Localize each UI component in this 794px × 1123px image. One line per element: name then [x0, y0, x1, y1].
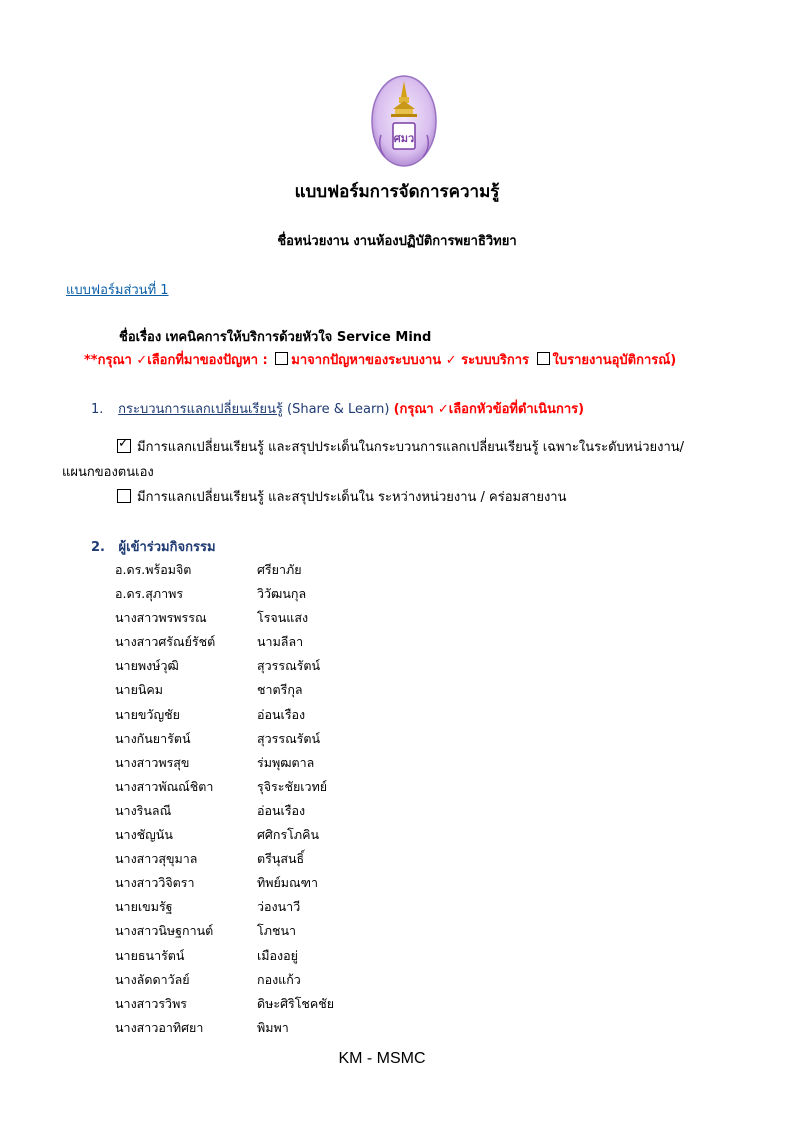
participant-first-name: นางสาวอาทิศยา — [115, 1019, 204, 1035]
section-1-note-prefix: (กรุณา — [393, 402, 434, 417]
option-service-system: ระบบบริการ — [461, 353, 530, 368]
participant-first-name: นางสาวนิษฐกานต์ — [115, 923, 214, 939]
problem-source-line — [84, 349, 676, 370]
participant-first-name: นางสาวรวิพร — [115, 995, 188, 1011]
participant-last-name: ศรียาภัย — [257, 562, 302, 577]
checkbox-system-problem[interactable] — [275, 352, 288, 365]
problem-source-select: เลือกที่มาของปัญหา : — [147, 353, 268, 368]
participant-first-name: นางชัญนัน — [115, 827, 173, 843]
option-1-text-continued: แผนกของตนเอง — [62, 465, 154, 480]
option-2-text: มีการแลกเปลี่ยนเรียนรู้ และสรุปประเด็นใน ระหว่างหน่วยงาน / คร่อมสายงาน — [137, 490, 567, 505]
topic-line — [119, 326, 431, 347]
participant-last-name: ดิษะศิริโชคชัย — [257, 995, 335, 1011]
section-2-number: 2. — [91, 540, 105, 555]
check-icon: ✓ — [437, 402, 449, 417]
section-1-number: 1. — [91, 402, 104, 417]
checkbox-option-2[interactable] — [117, 489, 131, 503]
participant-last-name: อ่อนเรือง — [257, 706, 306, 722]
participant-last-name: วิวัฒนกุล — [257, 586, 307, 602]
participant-first-name: นางสาวพรพรรณ — [115, 610, 207, 626]
participant-last-name: กองแก้ว — [257, 971, 301, 987]
participant-last-name: โรจนแสง — [257, 610, 309, 626]
topic-label: ชื่อเรื่อง — [119, 330, 162, 345]
participant-last-name: ชาตรีกุล — [257, 682, 303, 698]
participant-last-name: ศศิกรโภคิน — [257, 827, 320, 843]
checkbox-incident-report[interactable] — [537, 352, 550, 365]
participant-first-name: นายเขมรัฐ — [115, 899, 173, 915]
participant-first-name: นางรินลณี — [115, 802, 172, 818]
participant-first-name: นายธนารัตน์ — [115, 947, 185, 963]
participant-first-name: นางสาวพรสุข — [115, 754, 190, 770]
section-2-heading — [91, 536, 216, 557]
participant-last-name: สุวรรณรัตน์ — [257, 658, 321, 674]
option-1-row — [117, 436, 684, 457]
participant-last-name: ร่มพุฒตาล — [257, 754, 315, 770]
option-incident-report: ใบรายงานอุบัติการณ์) — [552, 353, 677, 368]
participant-last-name: โภชนา — [257, 923, 297, 939]
option-1-text: มีการแลกเปลี่ยนเรียนรู้ และสรุปประเด็นในกระบวนการแลกเปลี่ยนเรียนรู้ เฉพาะในระดับหน่วยงาน/ — [137, 440, 685, 455]
institution-logo — [371, 75, 437, 167]
participant-first-name: นางสาวพัณณ์ชิตา — [115, 778, 214, 794]
participant-first-name: นางกันยารัตน์ — [115, 730, 191, 746]
participant-last-name: ตรีนุสนธิ์ — [257, 851, 305, 867]
participant-first-name: นายพงษ์วุฒิ — [115, 658, 179, 674]
participant-last-name: ทิพย์มณฑา — [257, 875, 319, 891]
option-system-problem: มาจากปัญหาของระบบงาน — [291, 353, 442, 368]
participant-first-name: นายนิคม — [115, 682, 164, 698]
section-2-title: ผู้เข้าร่วมกิจกรรม — [118, 540, 216, 555]
participant-last-name: พิมพา — [257, 1019, 289, 1035]
section-1-title: กระบวนการแลกเปลี่ยนเรียนรู้ — [118, 402, 283, 417]
participant-first-name: นายขวัญชัย — [115, 706, 180, 722]
form-title: แบบฟอร์มการจัดการความรู้ — [294, 182, 500, 202]
unit-name: ชื่อหน่วยงาน งานห้องปฏิบัติการพยาธิวิทยา — [277, 234, 517, 249]
page-footer: KM - MSMC — [338, 1050, 426, 1067]
topic-value: เทคนิคการให้บริการด้วยหัวใจ Service Mind — [165, 330, 432, 345]
participant-last-name: รุจิระชัยเวทย์ — [257, 778, 328, 794]
participant-last-name: อ่อนเรือง — [257, 802, 306, 818]
participant-first-name: นางลัดดาวัลย์ — [115, 971, 190, 987]
check-icon: ✓ — [136, 353, 148, 368]
participant-first-name: นางสาวสุขุมาล — [115, 851, 198, 867]
participant-first-name: อ.ดร.สุภาพร — [115, 586, 184, 602]
checkbox-option-1[interactable] — [117, 439, 131, 453]
option-2-row — [117, 486, 566, 507]
part-1-link[interactable]: แบบฟอร์มส่วนที่ 1 — [66, 283, 169, 298]
section-1-note: เลือกหัวข้อที่ดำเนินการ) — [448, 402, 585, 417]
participant-last-name: ว่องนาวี — [257, 899, 301, 915]
participant-first-name: นางสาววิจิตรา — [115, 875, 195, 891]
participant-last-name: นามลีลา — [257, 634, 304, 650]
logo-text: ศมว — [393, 132, 415, 145]
participant-last-name: เมืองอยู่ — [257, 947, 298, 963]
check-icon: ✓ — [445, 353, 457, 368]
participant-first-name: อ.ดร.พร้อมจิต — [115, 562, 192, 577]
participant-first-name: นางสาวศรัณย์รัชต์ — [115, 634, 216, 650]
participant-last-name: สุวรรณรัตน์ — [257, 730, 321, 746]
section-1-english: (Share & Learn) — [287, 402, 390, 417]
section-1-heading — [91, 398, 584, 419]
problem-source-prefix: **กรุณา — [84, 353, 132, 368]
